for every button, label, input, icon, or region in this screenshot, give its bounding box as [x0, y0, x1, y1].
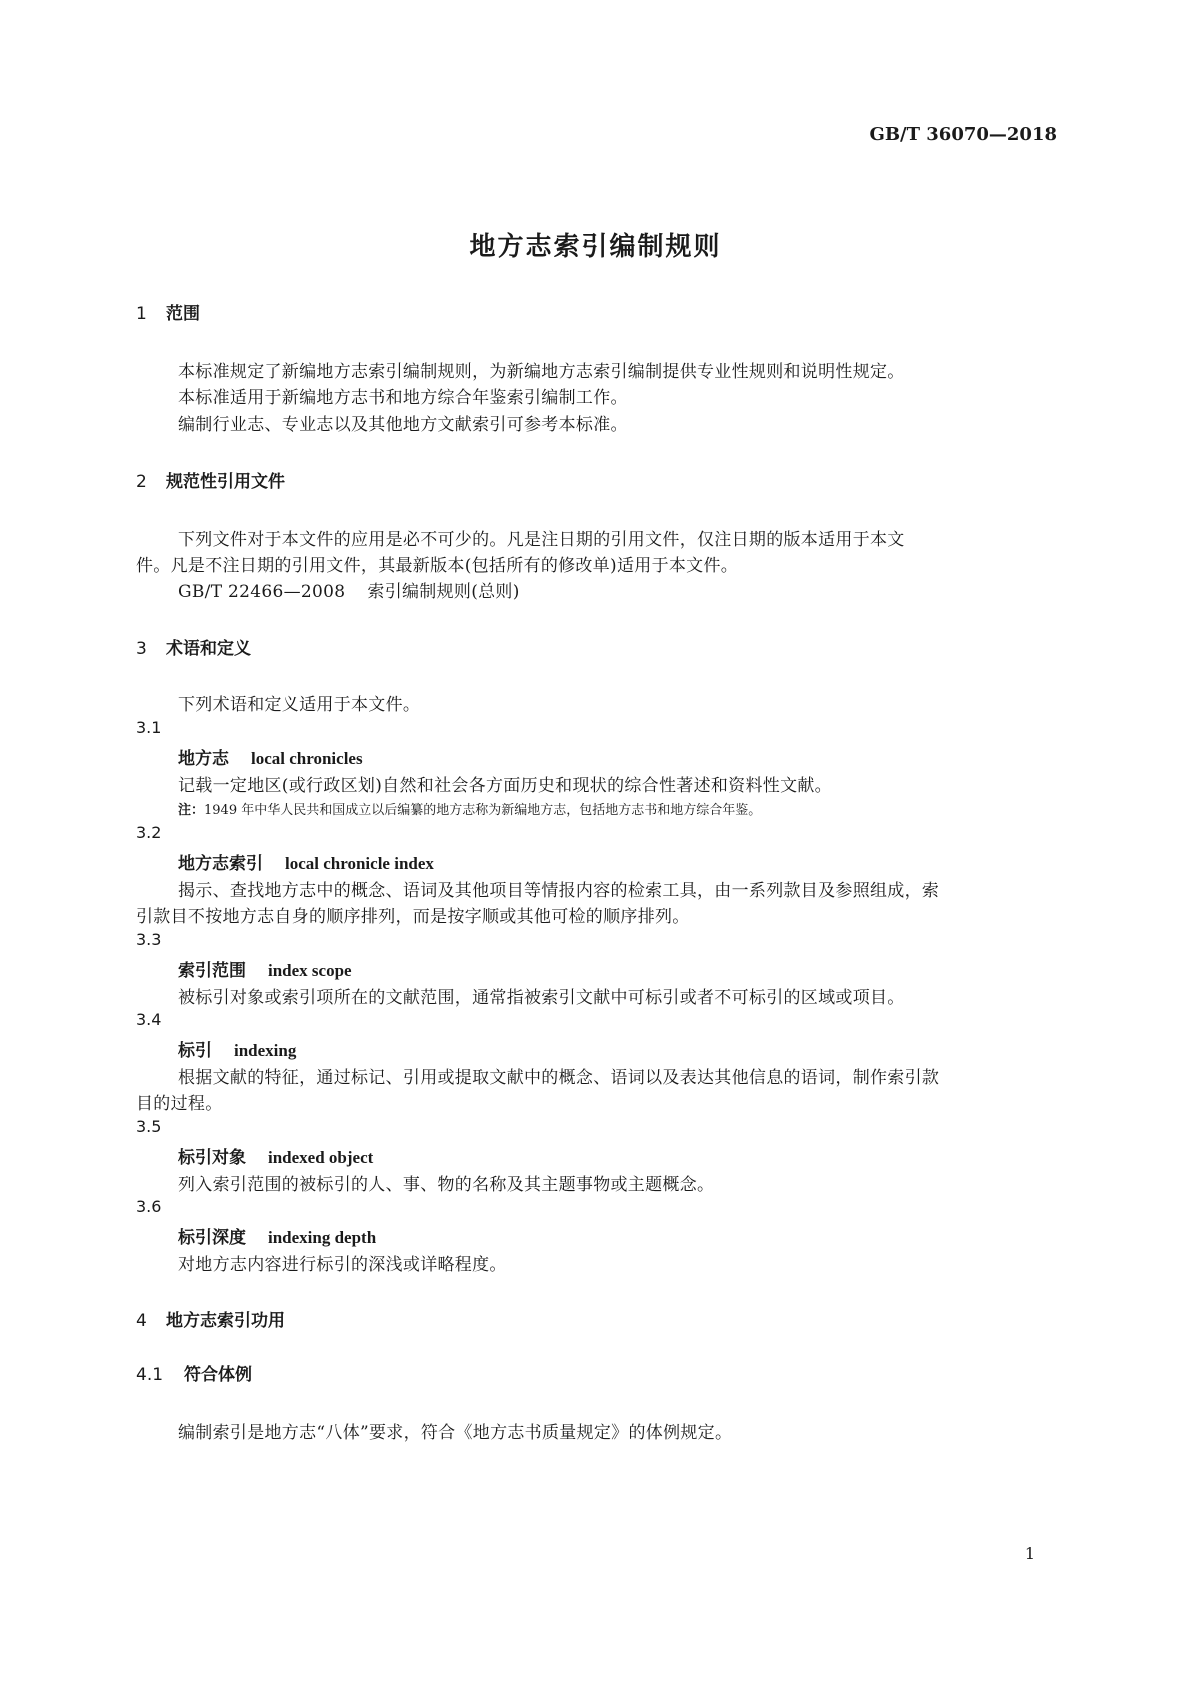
section-title: 规范性引用文件 — [166, 472, 285, 492]
paragraph: 编制索引是地方志“八体”要求，符合《地方志书质量规定》的体例规定。 — [178, 1423, 733, 1443]
term-heading — [178, 744, 363, 769]
term-definition: 引款目不按地方志自身的顺序排列，而是按字顺或其他可检的顺序排列。 — [136, 907, 690, 927]
document-title: 地方志索引编制规则 — [469, 232, 722, 262]
term-zh: 标引深度 — [178, 1228, 246, 1248]
term-number: 3.1 — [136, 718, 162, 737]
normative-reference — [178, 577, 520, 602]
term-note — [178, 799, 761, 818]
term-definition: 列入索引范围的被标引的人、事、物的名称及其主题事物或主题概念。 — [178, 1175, 715, 1195]
paragraph: 件。凡是不注日期的引用文件，其最新版本(包括所有的修改单)适用于本文件。 — [136, 556, 739, 576]
term-zh: 地方志 — [178, 749, 229, 769]
term-heading — [178, 1036, 296, 1061]
paragraph: 本标准规定了新编地方志索引编制规则，为新编地方志索引编制提供专业性规则和说明性规定。 — [178, 362, 905, 382]
section-title: 术语和定义 — [166, 639, 251, 659]
section-3-heading — [136, 634, 251, 659]
section-4-heading — [136, 1306, 285, 1331]
term-zh: 标引 — [178, 1041, 212, 1061]
term-number: 3.4 — [136, 1010, 162, 1029]
term-definition: 记载一定地区(或行政区划)自然和社会各方面历史和现状的综合性著述和资料性文献。 — [178, 776, 832, 796]
paragraph: 编制行业志、专业志以及其他地方文献索引可参考本标准。 — [178, 415, 628, 435]
section-number: 1 — [136, 304, 147, 324]
term-definition: 对地方志内容进行标引的深浅或详略程度。 — [178, 1255, 507, 1275]
reference-title: 索引编制规则(总则) — [367, 582, 520, 602]
term-en: local chronicles — [251, 749, 363, 768]
term-number: 3.5 — [136, 1117, 162, 1136]
term-zh: 地方志索引 — [178, 854, 263, 874]
term-zh: 索引范围 — [178, 961, 246, 981]
term-zh: 标引对象 — [178, 1148, 246, 1168]
term-definition: 揭示、查找地方志中的概念、语词及其他项目等情报内容的检索工具，由一系列款目及参照组成，索 — [178, 881, 940, 901]
section-number: 2 — [136, 472, 147, 492]
section-2-heading — [136, 467, 285, 492]
subsection-number: 4.1 — [136, 1365, 164, 1385]
note-label: 注： — [178, 803, 205, 818]
section-number: 3 — [136, 639, 147, 659]
standard-code: GB/T 36070—2018 — [869, 124, 1057, 145]
section-title: 范围 — [166, 304, 200, 324]
term-number: 3.3 — [136, 930, 162, 949]
term-definition: 根据文献的特征，通过标记、引用或提取文献中的概念、语词以及表达其他信息的语词，制作索引款 — [178, 1068, 940, 1088]
term-en: indexed object — [268, 1148, 374, 1167]
term-heading — [178, 1223, 376, 1248]
term-number: 3.6 — [136, 1197, 162, 1216]
section-1-heading — [136, 299, 200, 324]
term-definition: 被标引对象或索引项所在的文献范围，通常指被索引文献中可标引或者不可标引的区域或项目。 — [178, 988, 905, 1008]
term-heading — [178, 1143, 373, 1168]
term-en: indexing — [234, 1041, 297, 1060]
term-definition: 目的过程。 — [136, 1094, 223, 1114]
term-en: local chronicle index — [285, 854, 434, 873]
paragraph: 本标准适用于新编地方志书和地方综合年鉴索引编制工作。 — [178, 388, 628, 408]
section-number: 4 — [136, 1311, 147, 1331]
note-text: 1949 年中华人民共和国成立以后编纂的地方志称为新编地方志，包括地方志书和地方综合年鉴。 — [204, 803, 762, 818]
subsection-4-1-heading — [136, 1360, 252, 1385]
term-number: 3.2 — [136, 823, 162, 842]
paragraph: 下列文件对于本文件的应用是必不可少的。凡是注日期的引用文件，仅注日期的版本适用于本文 — [178, 530, 905, 550]
term-heading — [178, 849, 434, 874]
page-number: 1 — [1024, 1544, 1035, 1563]
term-en: indexing depth — [268, 1228, 377, 1247]
section-title: 地方志索引功用 — [166, 1311, 285, 1331]
paragraph: 下列术语和定义适用于本文件。 — [178, 695, 421, 715]
reference-code: GB/T 22466—2008 — [178, 582, 346, 602]
subsection-title: 符合体例 — [184, 1365, 252, 1385]
term-heading — [178, 956, 352, 981]
term-en: index scope — [268, 961, 352, 980]
